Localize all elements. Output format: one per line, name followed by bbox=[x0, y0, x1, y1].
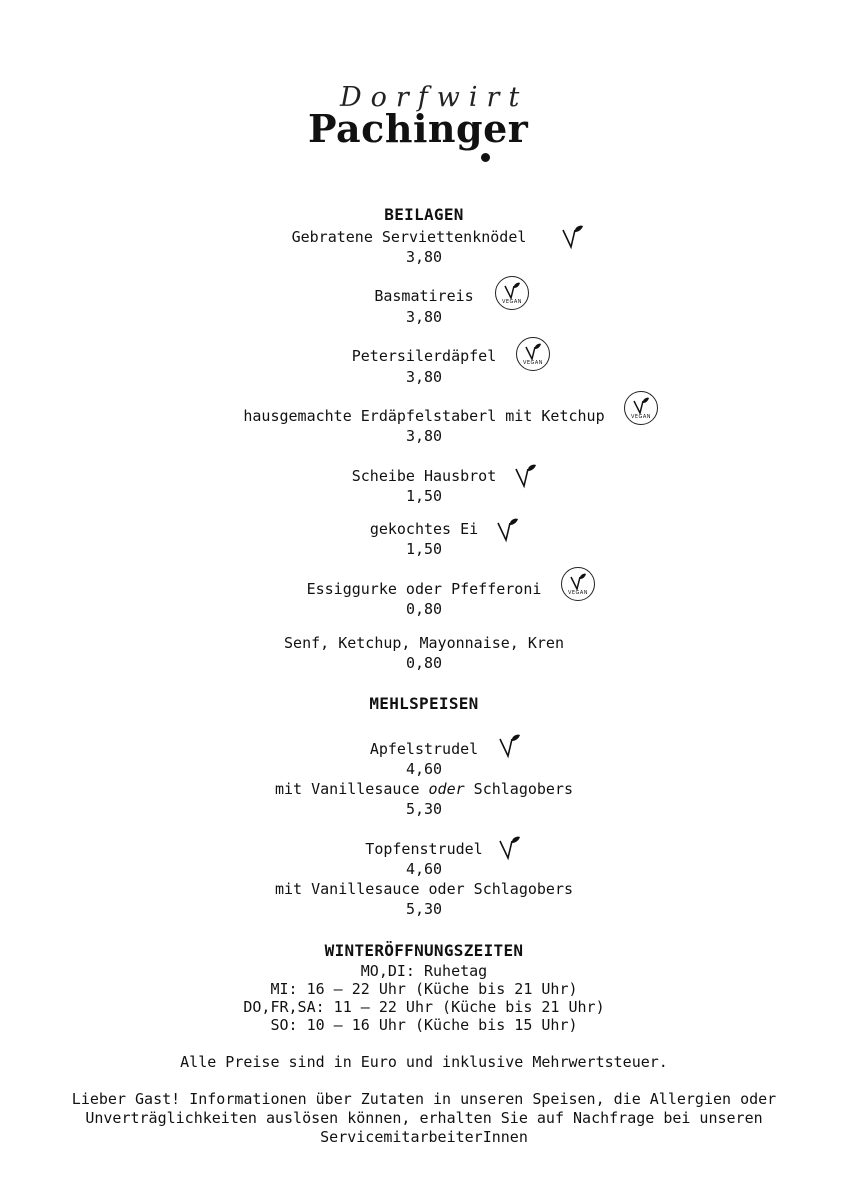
vegetarian-icon bbox=[498, 835, 522, 861]
hours-title: WINTERÖFFNUNGSZEITEN bbox=[324, 941, 524, 960]
vegan-badge-text: VEGAN bbox=[630, 414, 652, 420]
logo-script-text: Dorfwirt bbox=[340, 82, 529, 113]
vegan-badge-icon bbox=[495, 276, 529, 310]
menu-item-price: 1,50 bbox=[405, 487, 443, 505]
vegetarian-icon bbox=[561, 224, 585, 250]
vegan-badge-icon bbox=[624, 391, 658, 425]
prices-note: Alle Preise sind in Euro und inklusive Mehrwertsteuer. bbox=[180, 1053, 668, 1071]
menu-item-name: Gebratene Serviettenknödel bbox=[291, 228, 527, 246]
section-title-mehlspeisen: MEHLSPEISEN bbox=[369, 694, 479, 713]
menu-item-price: 3,80 bbox=[405, 427, 443, 445]
variant-text: Schlagobers bbox=[473, 780, 574, 798]
vegetarian-icon bbox=[498, 733, 522, 759]
menu-item-name: Scheibe Hausbrot bbox=[351, 467, 497, 485]
logo-dot bbox=[481, 153, 490, 162]
menu-item-name: Topfenstrudel bbox=[365, 840, 483, 858]
menu-item-price: 4,60 bbox=[405, 860, 443, 878]
vegan-badge-text: VEGAN bbox=[522, 360, 544, 366]
menu-item-price: 0,80 bbox=[405, 654, 443, 672]
menu-item-name: Petersilerdäpfel bbox=[351, 347, 497, 365]
variant-connector: oder bbox=[428, 780, 465, 798]
vegan-badge-icon bbox=[561, 567, 595, 601]
menu-item-price: 4,60 bbox=[405, 760, 443, 778]
menu-item-price: 3,80 bbox=[405, 368, 443, 386]
allergy-note-line: Unverträglichkeiten auslösen können, erhalten Sie auf Nachfrage bei unseren bbox=[85, 1109, 763, 1127]
allergy-note-line: ServicemitarbeiterInnen bbox=[320, 1128, 528, 1146]
menu-item-name: Apfelstrudel bbox=[369, 740, 479, 758]
vegan-badge-text: VEGAN bbox=[567, 590, 589, 596]
hours-line: MI: 16 – 22 Uhr (Küche bis 21 Uhr) bbox=[270, 980, 578, 998]
variant-text: mit Vanillesauce bbox=[274, 780, 420, 798]
menu-item-name: hausgemachte Erdäpfelstaberl mit Ketchup bbox=[243, 407, 605, 425]
menu-item-variant-price: 5,30 bbox=[405, 800, 443, 818]
vegan-badge-text: VEGAN bbox=[501, 299, 523, 305]
menu-item-name: Basmatireis bbox=[374, 287, 474, 305]
menu-item-price: 1,50 bbox=[405, 540, 443, 558]
menu-item-name: Essiggurke oder Pfefferoni bbox=[306, 580, 542, 598]
allergy-note-line: Lieber Gast! Informationen über Zutaten in unseren Speisen, die Allergien oder bbox=[71, 1090, 777, 1108]
hours-line: DO,FR,SA: 11 – 22 Uhr (Küche bis 21 Uhr) bbox=[243, 998, 605, 1016]
hours-line: MO,DI: Ruhetag bbox=[360, 962, 488, 980]
menu-item-price: 3,80 bbox=[405, 248, 443, 266]
menu-item-price: 3,80 bbox=[405, 308, 443, 326]
menu-item-variant bbox=[0, 780, 848, 798]
hours-line: SO: 10 – 16 Uhr (Küche bis 15 Uhr) bbox=[270, 1016, 578, 1034]
menu-item-variant: mit Vanillesauce oder Schlagobers bbox=[274, 880, 573, 898]
logo-main-text: Pachinger bbox=[308, 106, 529, 151]
menu-item-name: gekochtes Ei bbox=[369, 520, 479, 538]
menu-item-name: Senf, Ketchup, Mayonnaise, Kren bbox=[284, 634, 564, 652]
menu-item-variant-price: 5,30 bbox=[405, 900, 443, 918]
vegetarian-icon bbox=[514, 463, 538, 489]
vegan-badge-icon bbox=[516, 337, 550, 371]
section-title-beilagen: BEILAGEN bbox=[384, 205, 464, 224]
menu-item-price: 0,80 bbox=[405, 600, 443, 618]
